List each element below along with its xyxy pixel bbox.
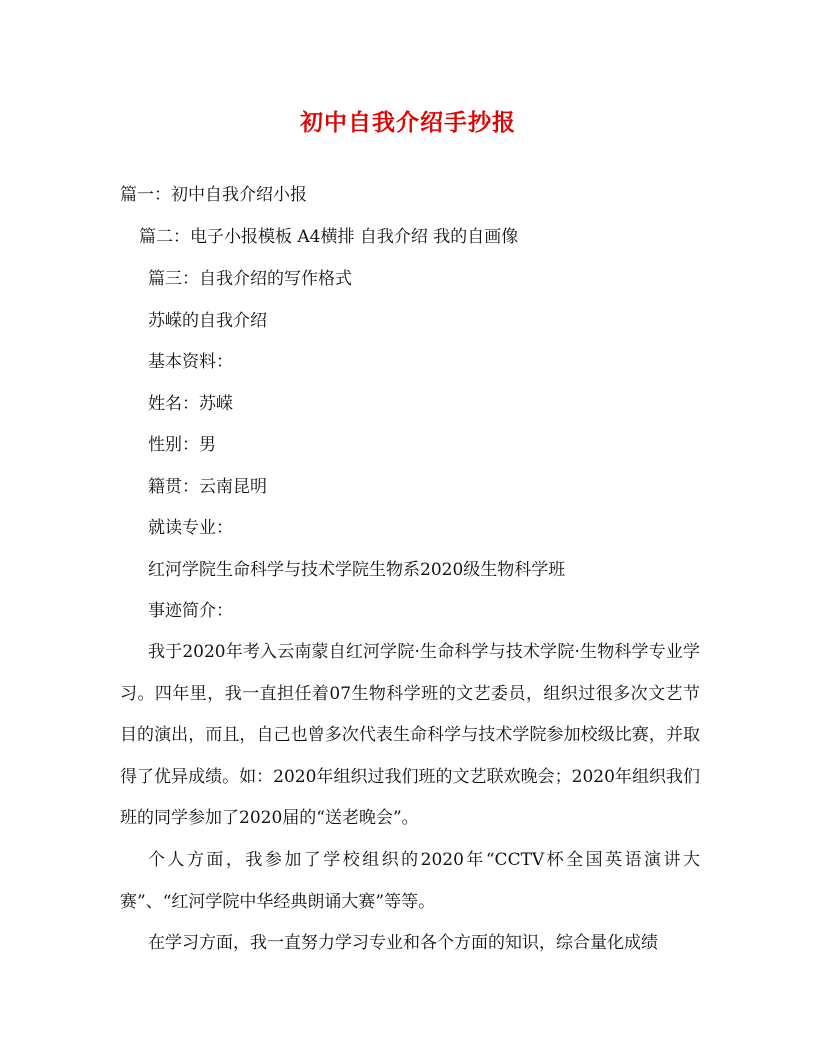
text-line-origin: 籍贯：云南昆明 (148, 477, 267, 497)
text-line-basic-info: 基本资料： (148, 352, 233, 372)
text-line-deeds-label: 事迹简介： (148, 601, 233, 621)
paragraph-2: 个人方面，我参加了学校组织的2020年“CCTV杯全国英语演讲大赛”、“红河学院中华经典朗诵大赛”等等。 (120, 850, 700, 912)
paragraph-3: 在学习方面，我一直努力学习专业和各个方面的知识，综合量化成绩 (148, 933, 658, 953)
text-line-major: 红河学院生命科学与技术学院生物系2020级生物科学班 (148, 560, 566, 580)
text-line-major-label: 就读专业： (148, 518, 233, 538)
text-line-chapter-3: 篇三：自我介绍的写作格式 (148, 269, 352, 289)
text-line-chapter-1: 篇一：初中自我介绍小报 (120, 185, 307, 205)
text-line-gender: 性别：男 (148, 435, 216, 455)
text-line-name: 姓名：苏嵘 (148, 394, 233, 414)
text-line-chapter-2: 篇二：电子小报模板 A4横排 自我介绍 我的自画像 (139, 227, 519, 247)
document-title: 初中自我介绍手抄报 (300, 109, 516, 136)
paragraph-1: 我于2020年考入云南蒙自红河学院·生命科学与技术学院·生物科学专业学习。四年里，我一直担任着07生物科学班的文艺委员，组织过很多次文艺节目的演出，而且，自己也曾多次代表生命科学与技术学院参加校级比赛，并取得了优异成绩。如：2020年组织过我们班的文艺联欢晚会；2020年组织我们班的同学参加了2020届的“送老晚会”。 (120, 642, 700, 828)
text-line-heading: 苏嵘的自我介绍 (148, 311, 267, 331)
